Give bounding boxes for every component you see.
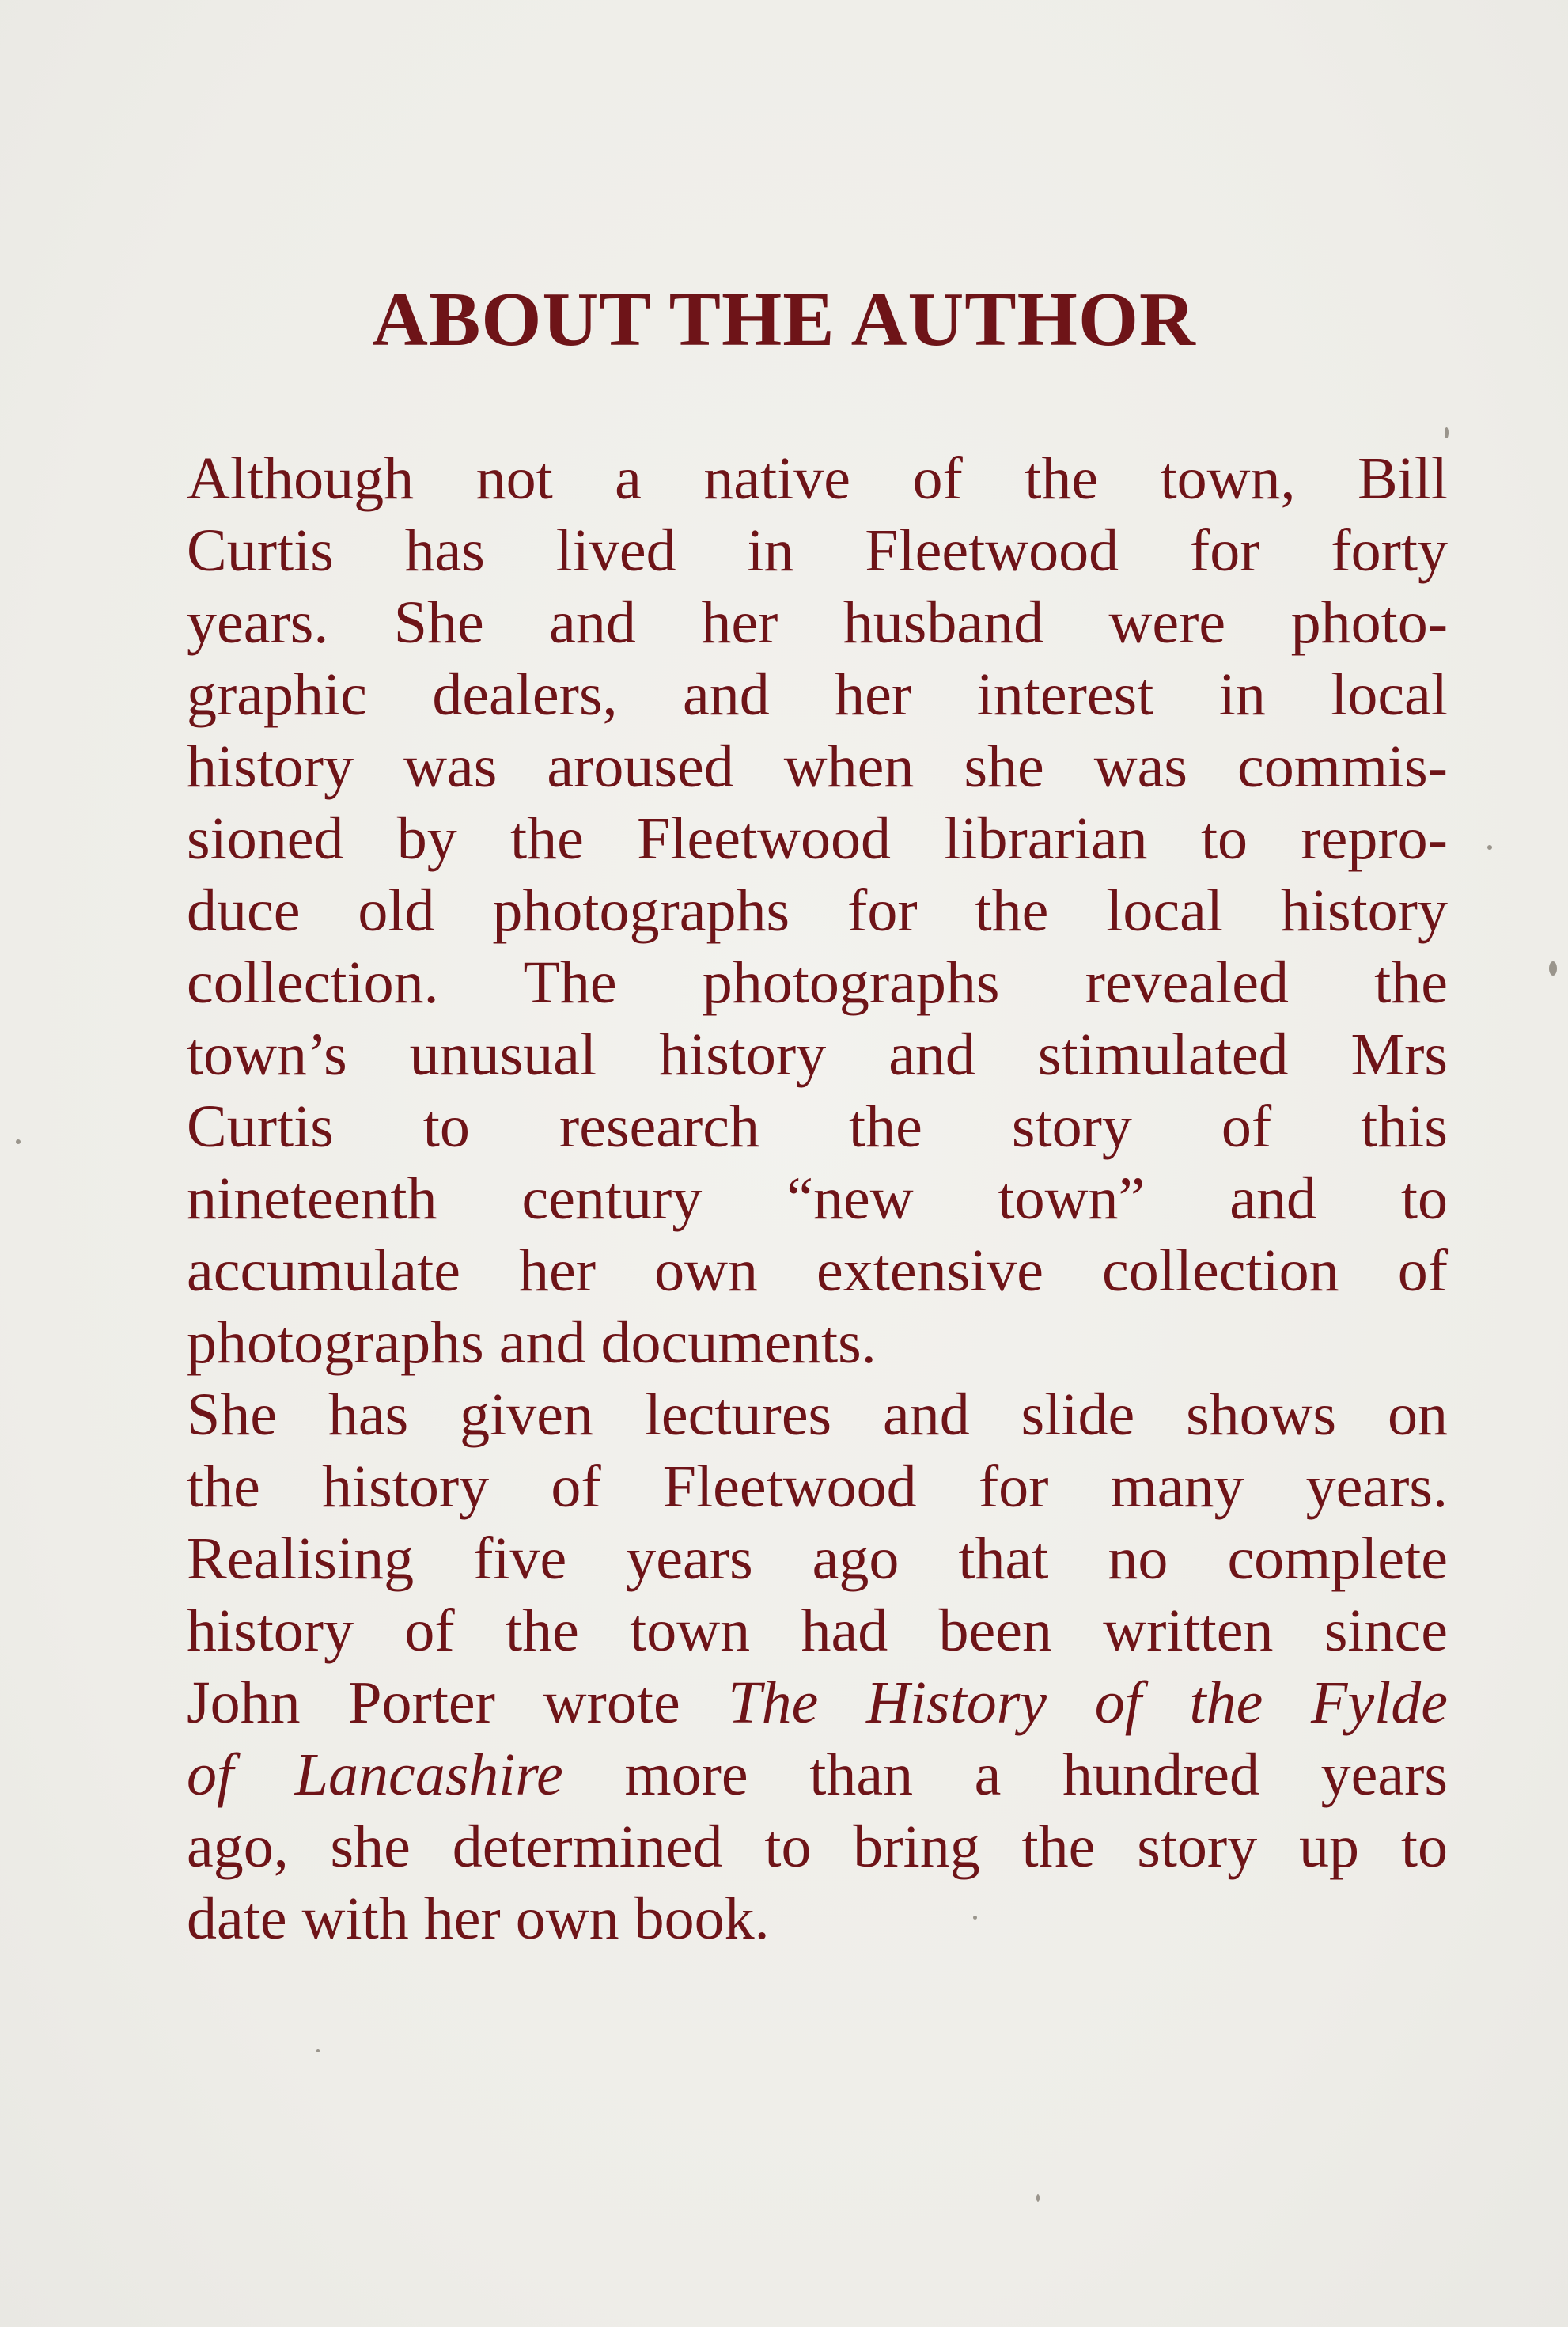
- text-line: years. She and her husband were photo-: [187, 589, 1448, 656]
- text-run: more than a hundred years: [562, 1741, 1448, 1808]
- scan-speck: [973, 1916, 977, 1920]
- text-line: [187, 1739, 1448, 1811]
- scan-speck: [1549, 961, 1557, 976]
- text-line: accumulate her own extensive collection of: [187, 1237, 1448, 1304]
- text-line: Curtis to research the story of this: [187, 1093, 1448, 1160]
- text-line: date with her own book.: [187, 1885, 770, 1952]
- scan-speck: [16, 1139, 21, 1144]
- text-line: history was aroused when she was commis-: [187, 733, 1448, 800]
- text-line: Although not a native of the town, Bill: [187, 445, 1448, 512]
- text-line: town’s unusual history and stimulated Mrs: [187, 1021, 1448, 1088]
- text-line: the history of Fleetwood for many years.: [187, 1453, 1448, 1520]
- author-bio: [187, 443, 1448, 1955]
- scan-speck: [1036, 2194, 1040, 2202]
- text-line: sioned by the Fleetwood librarian to repro-: [187, 805, 1448, 872]
- book-title-part-2: of Lancashire: [187, 1741, 563, 1808]
- text-line: She has given lectures and slide shows on: [187, 1381, 1448, 1448]
- text-line: collection. The photographs revealed the: [187, 949, 1448, 1016]
- text-line: photographs and documents.: [187, 1309, 877, 1376]
- text-run: John Porter wrote: [187, 1669, 729, 1736]
- text-line: Curtis has lived in Fleetwood for forty: [187, 517, 1448, 584]
- text-line: duce old photographs for the local history: [187, 877, 1448, 944]
- text-line: history of the town had been written since: [187, 1597, 1448, 1664]
- bio-paragraph-2: [187, 1379, 1448, 1955]
- scan-speck: [316, 2049, 320, 2052]
- scan-speck: [1445, 427, 1449, 438]
- bio-paragraph-1: [187, 443, 1448, 1379]
- text-line: Realising five years ago that no complete: [187, 1525, 1448, 1592]
- scan-speck: [1487, 845, 1492, 850]
- book-title-part-1: The History of the Fylde: [728, 1669, 1448, 1736]
- text-line: nineteenth century “new town” and to: [187, 1165, 1448, 1232]
- page-title: ABOUT THE AUTHOR: [372, 277, 1196, 362]
- text-line: graphic dealers, and her interest in local: [187, 661, 1448, 728]
- text-line: [187, 1667, 1448, 1739]
- text-line: ago, she determined to bring the story up to: [187, 1813, 1448, 1880]
